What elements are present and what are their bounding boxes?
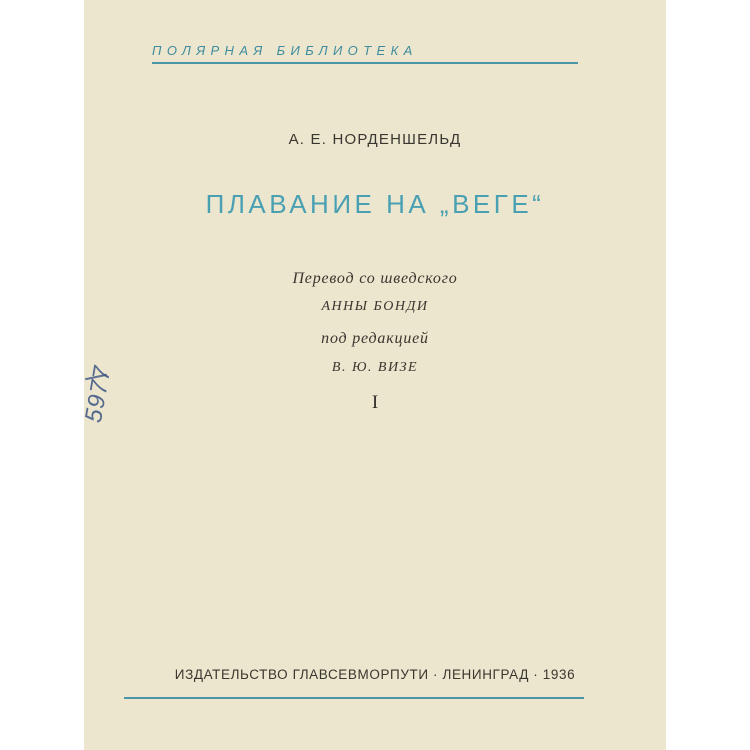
book-title: ПЛАВАНИЕ НА „ВЕГЕ“	[205, 189, 545, 219]
handwritten-inventory-number: 5977	[80, 363, 117, 425]
series-title: ПОЛЯРНАЯ БИБЛИОТЕКА	[152, 43, 418, 58]
translator-name: АННЫ БОНДИ	[321, 299, 429, 314]
top-rule	[152, 62, 578, 64]
bottom-rule	[124, 697, 584, 699]
author-name: А. Е. НОРДЕНШЕЛЬД	[288, 131, 462, 148]
publisher-imprint: ИЗДАТЕЛЬСТВО ГЛАВСЕВМОРПУТИ · ЛЕНИНГРАД · 1936	[174, 667, 576, 682]
editor-name: В. Ю. ВИЗЕ	[331, 360, 419, 375]
volume-number: I	[371, 392, 379, 413]
editor-line: под редакцией	[321, 330, 429, 347]
translation-line: Перевод со шведского	[292, 270, 458, 287]
